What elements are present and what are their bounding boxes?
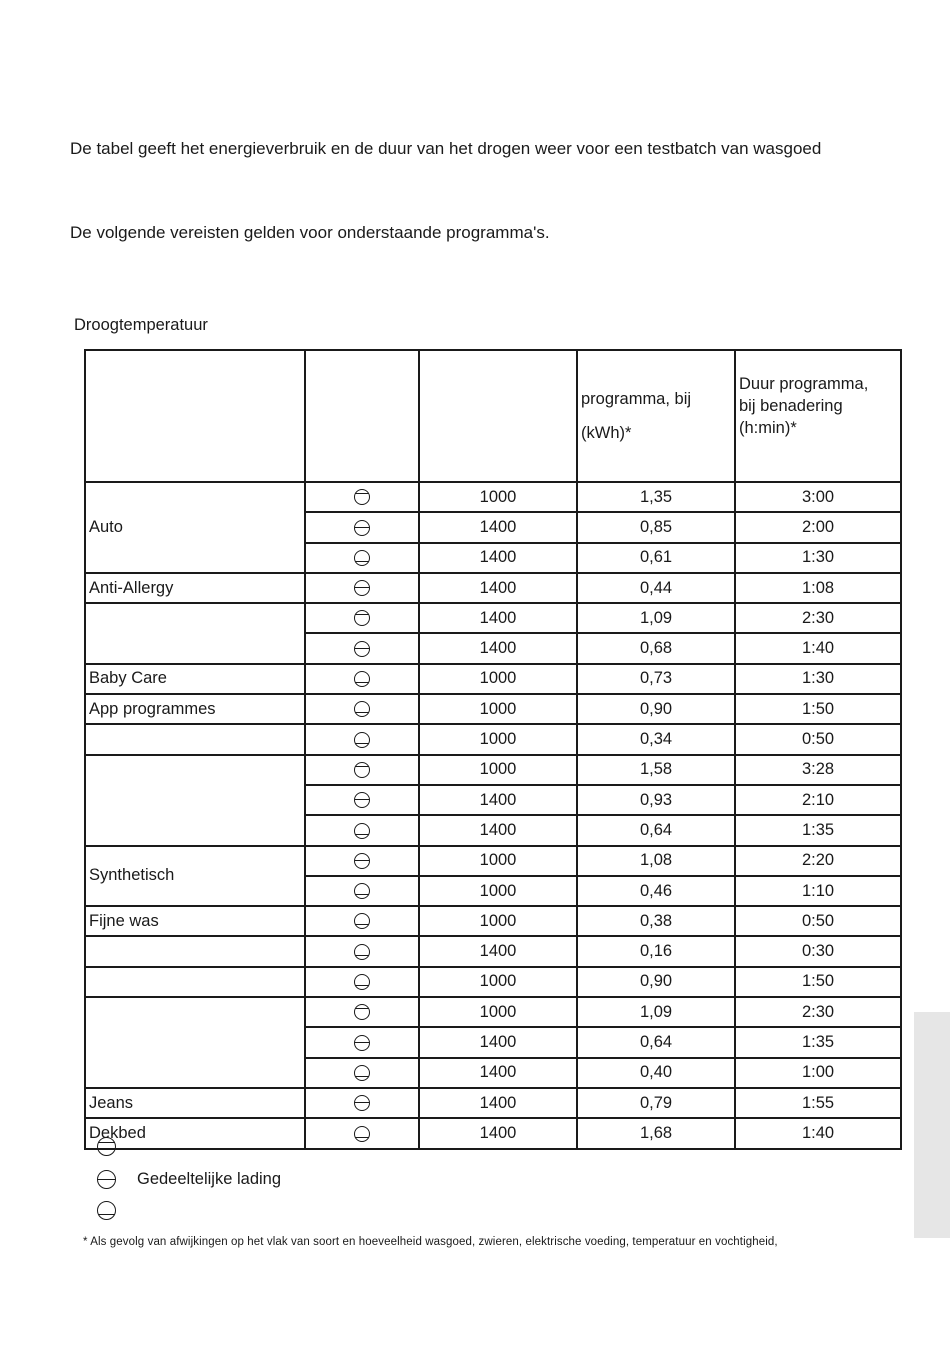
load-cell (305, 876, 419, 906)
spin-speed-cell: 1400 (419, 543, 577, 573)
load-cell (305, 815, 419, 845)
legend-label: Gedeeltelijke lading (137, 1170, 282, 1188)
energy-cell: 0,61 (577, 543, 735, 573)
spin-speed-cell: 1000 (419, 906, 577, 936)
spin-speed-cell: 1400 (419, 633, 577, 663)
header-duration-line-1: Duur programma, (739, 375, 869, 393)
small-load-icon (354, 732, 370, 748)
duration-cell: 0:30 (735, 936, 901, 966)
duration-cell: 1:10 (735, 876, 901, 906)
energy-cell: 0,38 (577, 906, 735, 936)
full-load-icon (97, 1137, 116, 1156)
program-name-cell: Fijne was (85, 906, 305, 936)
spin-speed-cell: 1000 (419, 724, 577, 754)
duration-cell: 2:10 (735, 785, 901, 815)
small-load-icon (97, 1201, 116, 1220)
table-body (85, 482, 901, 1149)
table-row (85, 967, 901, 997)
load-cell (305, 785, 419, 815)
energy-cell: 1,35 (577, 482, 735, 512)
energy-cell: 1,68 (577, 1118, 735, 1148)
full-load-icon (354, 610, 370, 626)
header-duration-line-2: bij benadering (739, 397, 843, 415)
intro-text-1: De tabel geeft het energieverbruik en de duur van het drogen weer voor een testbatch van wasgoed (70, 139, 822, 158)
energy-cell: 1,08 (577, 846, 735, 876)
spin-speed-cell: 1400 (419, 603, 577, 633)
duration-cell: 1:55 (735, 1088, 901, 1118)
header-energy-line-1: programma, bij (581, 390, 692, 408)
load-cell (305, 664, 419, 694)
partial-load-icon (354, 520, 370, 536)
program-name-cell: App programmes (85, 694, 305, 724)
energy-cell: 0,46 (577, 876, 735, 906)
small-load-icon (354, 671, 370, 687)
table-header-row (85, 350, 901, 482)
energy-cell: 0,90 (577, 694, 735, 724)
duration-cell: 1:30 (735, 664, 901, 694)
header-energy (577, 350, 735, 482)
footnote: * Als gevolg van afwijkingen op het vlak van soort en hoeveelheid wasgoed, zwieren, elektrische voeding, temperatuur en vochtigheid, (83, 1236, 778, 1248)
spin-speed-cell: 1000 (419, 482, 577, 512)
table-row (85, 482, 901, 512)
spin-speed-cell: 1000 (419, 997, 577, 1027)
program-name-cell (85, 997, 305, 1088)
duration-cell: 1:40 (735, 633, 901, 663)
load-cell (305, 694, 419, 724)
load-cell (305, 1027, 419, 1057)
energy-cell: 0,44 (577, 573, 735, 603)
energy-cell: 0,90 (577, 967, 735, 997)
small-load-icon (354, 944, 370, 960)
load-cell (305, 512, 419, 542)
spin-speed-cell: 1000 (419, 694, 577, 724)
spin-speed-cell: 1400 (419, 1088, 577, 1118)
load-cell (305, 724, 419, 754)
table-row (85, 1088, 901, 1118)
table-caption: Droogtemperatuur (74, 316, 208, 334)
program-name-cell (85, 967, 305, 997)
spin-speed-cell: 1400 (419, 573, 577, 603)
table-row (85, 906, 901, 936)
load-cell (305, 482, 419, 512)
program-name-cell: Auto (85, 482, 305, 573)
duration-cell: 2:00 (735, 512, 901, 542)
table-row (85, 846, 901, 876)
spin-speed-cell: 1400 (419, 815, 577, 845)
legend-item-small-load (97, 1201, 137, 1220)
partial-load-icon (354, 792, 370, 808)
energy-cell: 0,79 (577, 1088, 735, 1118)
program-name-cell: Synthetisch (85, 846, 305, 907)
table-row (85, 724, 901, 754)
small-load-icon (354, 550, 370, 566)
load-cell (305, 997, 419, 1027)
partial-load-icon (354, 853, 370, 869)
header-energy-line-2: (kWh)* (581, 424, 632, 442)
small-load-icon (354, 974, 370, 990)
partial-load-icon (354, 1035, 370, 1051)
intro-text-2: De volgende vereisten gelden voor onderstaande programma's. (70, 223, 550, 242)
load-cell (305, 603, 419, 633)
spin-speed-cell: 1400 (419, 785, 577, 815)
partial-load-icon (354, 580, 370, 596)
energy-cell: 1,09 (577, 997, 735, 1027)
full-load-icon (354, 489, 370, 505)
table-row (85, 694, 901, 724)
energy-cell: 0,40 (577, 1058, 735, 1088)
table-row (85, 573, 901, 603)
load-cell (305, 573, 419, 603)
small-load-icon (354, 701, 370, 717)
small-load-icon (354, 913, 370, 929)
duration-cell: 1:35 (735, 1027, 901, 1057)
program-name-cell: Anti-Allergy (85, 573, 305, 603)
program-name-cell (85, 936, 305, 966)
program-name-cell (85, 603, 305, 664)
energy-cell: 0,16 (577, 936, 735, 966)
energy-cell: 0,68 (577, 633, 735, 663)
duration-cell: 1:30 (735, 543, 901, 573)
duration-cell: 1:50 (735, 694, 901, 724)
energy-cell: 0,64 (577, 1027, 735, 1057)
energy-cell: 0,73 (577, 664, 735, 694)
legend-item-partial-load (97, 1170, 281, 1189)
small-load-icon (354, 1126, 370, 1142)
spin-speed-cell: 1000 (419, 755, 577, 785)
table-row (85, 997, 901, 1027)
duration-cell: 2:20 (735, 846, 901, 876)
load-cell (305, 543, 419, 573)
table-row (85, 755, 901, 785)
load-cell (305, 936, 419, 966)
duration-cell: 0:50 (735, 906, 901, 936)
load-cell (305, 1118, 419, 1148)
duration-cell: 1:50 (735, 967, 901, 997)
full-load-icon (354, 762, 370, 778)
full-load-icon (354, 1004, 370, 1020)
load-cell (305, 633, 419, 663)
program-name-cell (85, 755, 305, 846)
energy-cell: 0,64 (577, 815, 735, 845)
energy-cell: 0,34 (577, 724, 735, 754)
legend-item-full-load (97, 1137, 137, 1156)
load-cell (305, 906, 419, 936)
header-program (85, 350, 305, 482)
program-name-cell: Jeans (85, 1088, 305, 1118)
small-load-icon (354, 1065, 370, 1081)
small-load-icon (354, 823, 370, 839)
spin-speed-cell: 1000 (419, 876, 577, 906)
duration-cell: 3:28 (735, 755, 901, 785)
energy-cell: 0,85 (577, 512, 735, 542)
duration-cell: 1:35 (735, 815, 901, 845)
duration-cell: 1:08 (735, 573, 901, 603)
load-cell (305, 755, 419, 785)
partial-load-icon (354, 1095, 370, 1111)
header-spin (419, 350, 577, 482)
program-name-cell: Dekbed (85, 1118, 305, 1148)
spin-speed-cell: 1000 (419, 967, 577, 997)
load-cell (305, 1088, 419, 1118)
spin-speed-cell: 1000 (419, 664, 577, 694)
header-load (305, 350, 419, 482)
load-cell (305, 1058, 419, 1088)
header-duration (735, 350, 901, 482)
duration-cell: 1:40 (735, 1118, 901, 1148)
table-row (85, 603, 901, 633)
spin-speed-cell: 1400 (419, 936, 577, 966)
duration-cell: 1:00 (735, 1058, 901, 1088)
spin-speed-cell: 1400 (419, 1118, 577, 1148)
load-cell (305, 967, 419, 997)
header-duration-line-3: (h:min)* (739, 419, 797, 437)
duration-cell: 2:30 (735, 997, 901, 1027)
duration-cell: 0:50 (735, 724, 901, 754)
program-name-cell: Baby Care (85, 664, 305, 694)
spin-speed-cell: 1400 (419, 1058, 577, 1088)
partial-load-icon (97, 1170, 116, 1189)
load-cell (305, 846, 419, 876)
table-row (85, 1118, 901, 1148)
spin-speed-cell: 1000 (419, 846, 577, 876)
duration-cell: 3:00 (735, 482, 901, 512)
duration-cell: 2:30 (735, 603, 901, 633)
side-tab-marker (914, 1012, 950, 1238)
energy-cell: 0,93 (577, 785, 735, 815)
spin-speed-cell: 1400 (419, 512, 577, 542)
small-load-icon (354, 883, 370, 899)
table-row (85, 936, 901, 966)
program-name-cell (85, 724, 305, 754)
table-row (85, 664, 901, 694)
spin-speed-cell: 1400 (419, 1027, 577, 1057)
energy-consumption-table (84, 349, 902, 1150)
partial-load-icon (354, 641, 370, 657)
energy-cell: 1,09 (577, 603, 735, 633)
energy-cell: 1,58 (577, 755, 735, 785)
